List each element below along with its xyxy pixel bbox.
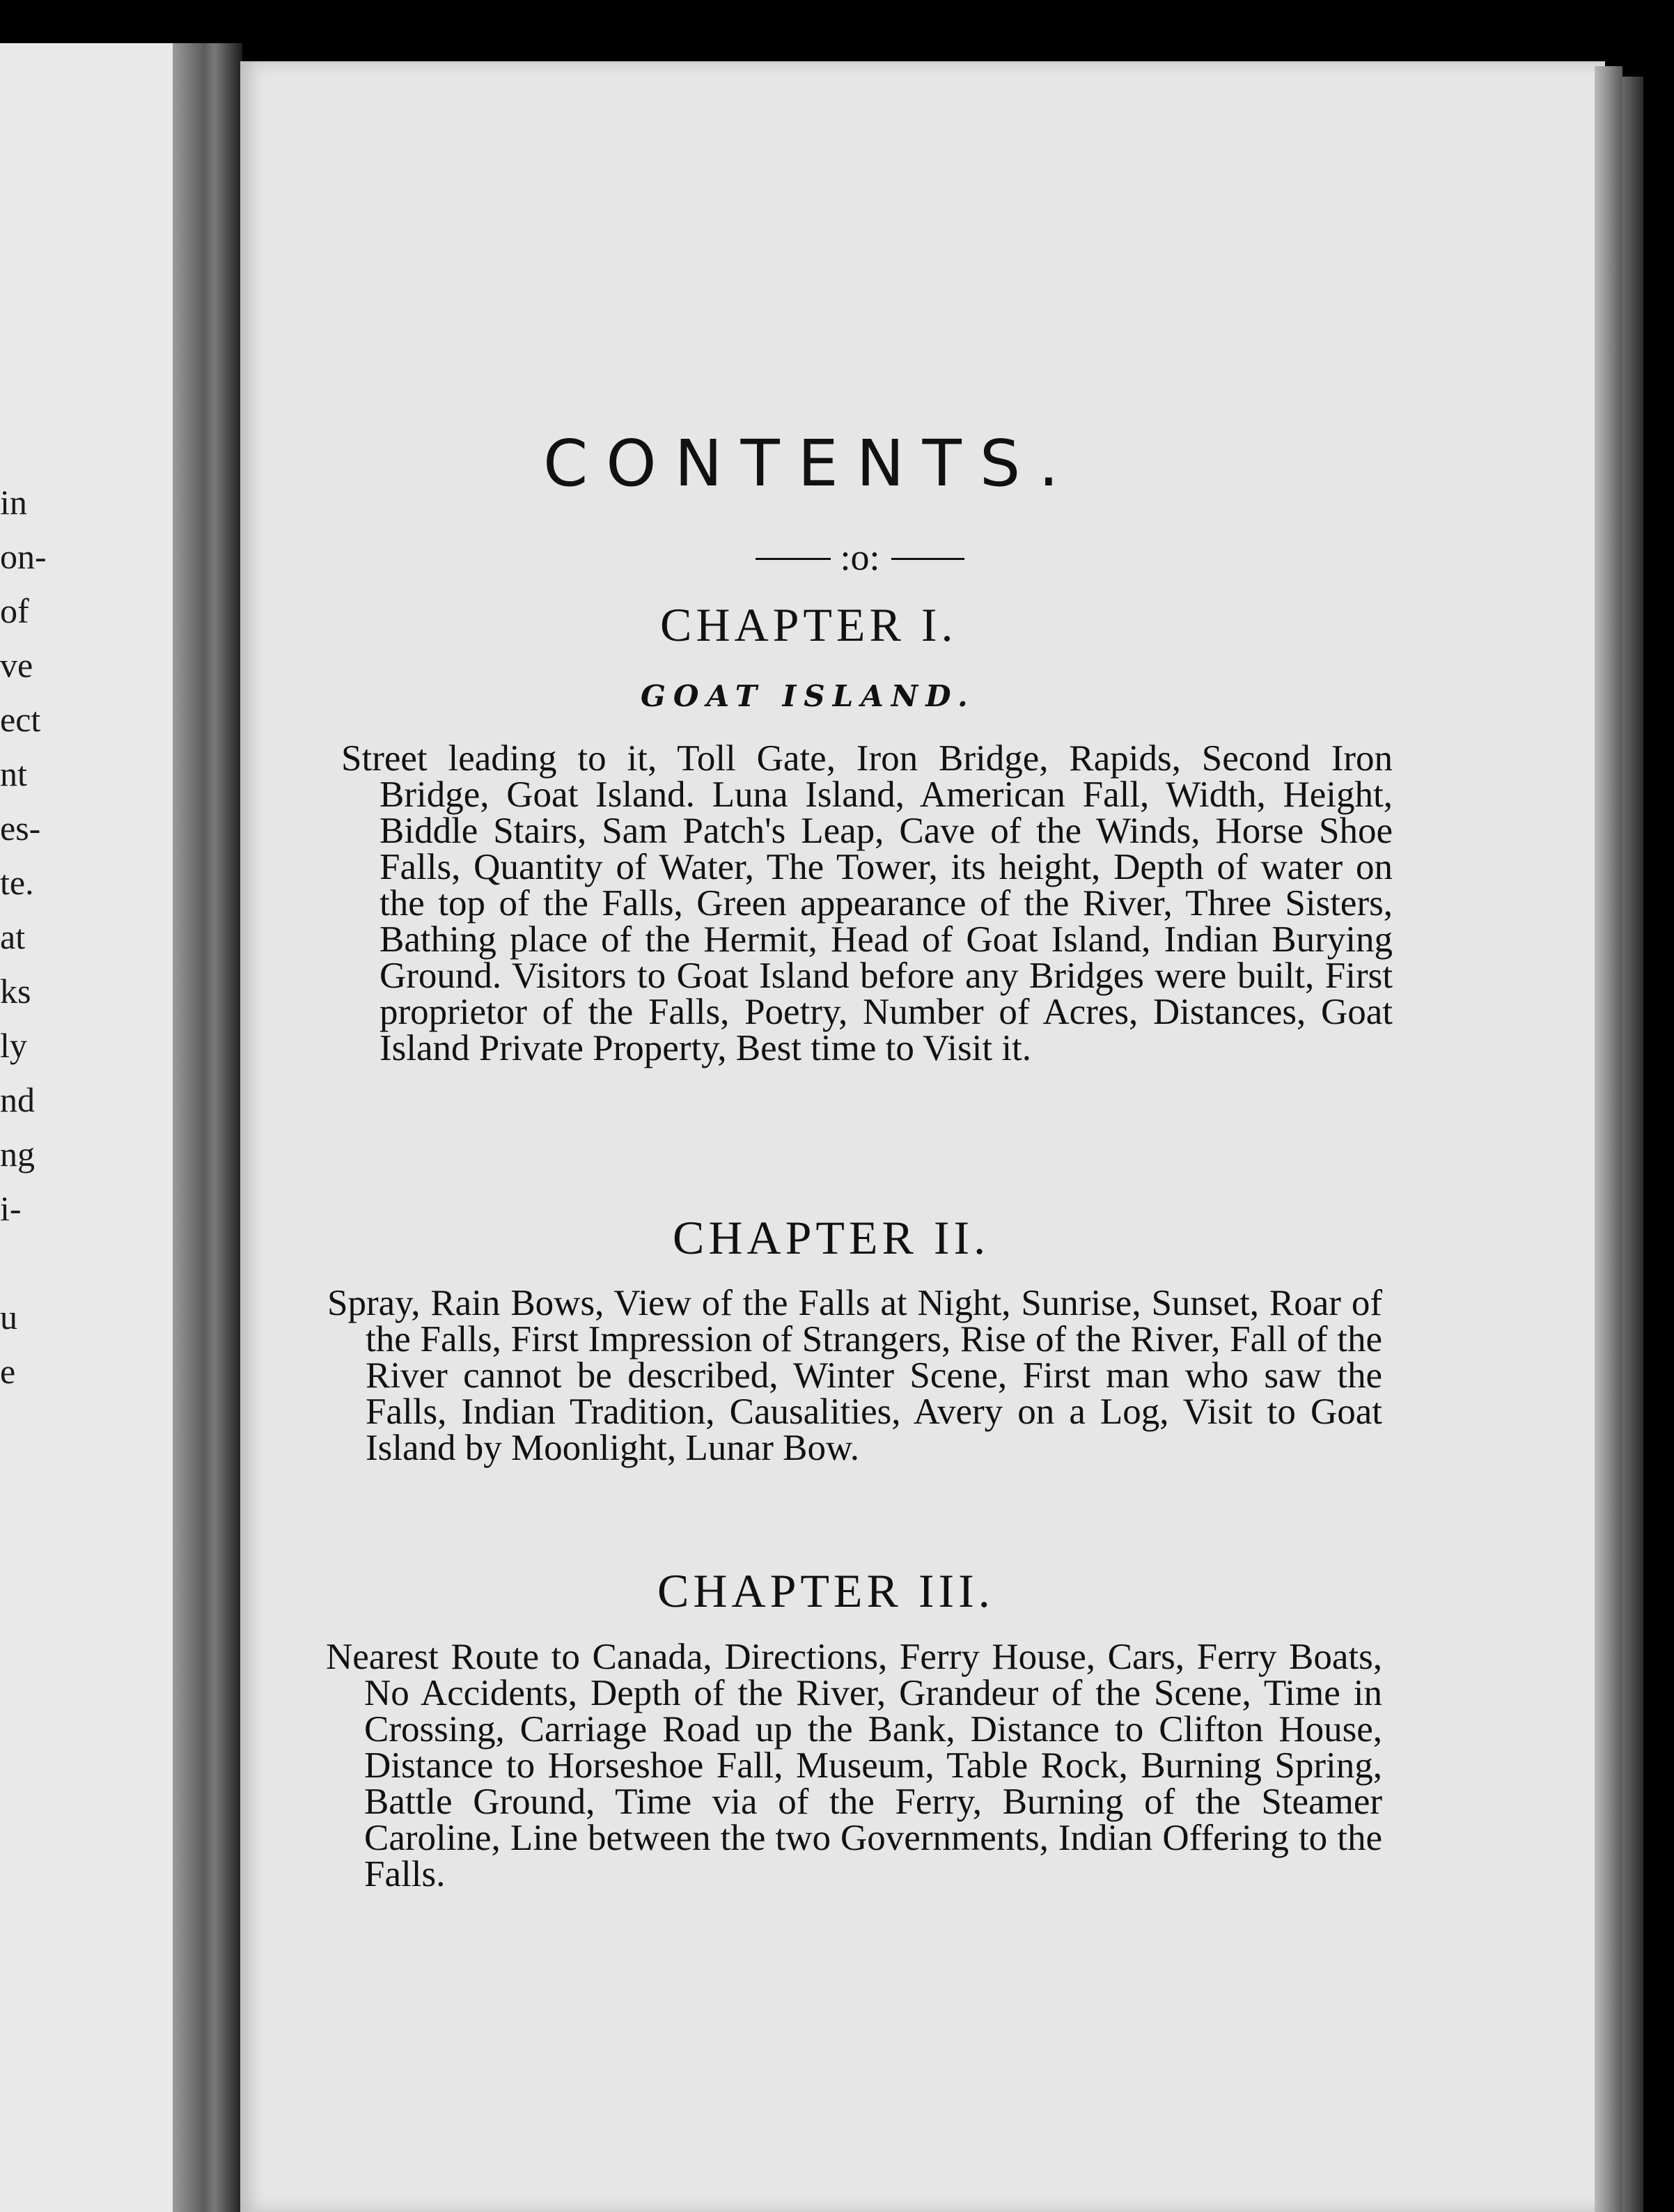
- chapter-1-heading: CHAPTER I.: [660, 598, 957, 651]
- chapter-1-summary: Street leading to it, Toll Gate, Iron Bridge, Rapids, Second Iron Bridge, Goat Island. Luna Island, American Fall, Width, Height, Biddle Stairs, Sam Patch's Leap, Cave of the Winds, Horse Shoe Falls, Quantity of Water, The Tower, its height, Depth of water on the top of the Falls, Green appearance of the River, Three Sisters, Bathing place of the Hermit, Head of Goat Island, Indian Burying Ground. Visitors to Goat Island before any Bridges were built, First proprietor of the Falls, Poetry, Number of Acres, Distances, Goat Island Private Property, Best time to Visit it.: [341, 738, 1393, 1068]
- previous-page-line-ending: on-: [0, 537, 47, 576]
- previous-page-line-ending: es-: [0, 809, 41, 848]
- title-divider: [756, 536, 964, 578]
- divider-rule-right: [891, 558, 964, 560]
- previous-page-line-ending: of: [0, 591, 29, 630]
- previous-page-line-ending: e: [0, 1352, 16, 1391]
- previous-page-line-ending: at: [0, 917, 26, 956]
- previous-page-line-ending: ly: [0, 1026, 27, 1065]
- previous-page-line-ending: ect: [0, 700, 41, 739]
- previous-page-line-ending: nd: [0, 1080, 35, 1119]
- previous-page-line-ending: te.: [0, 863, 34, 902]
- previous-page-line-ending: ks: [0, 972, 31, 1011]
- page-title: CONTENTS.: [543, 426, 1077, 501]
- chapter-1-subtitle: GOAT ISLAND.: [641, 679, 976, 713]
- chapter-3-heading: CHAPTER III.: [657, 1564, 994, 1617]
- chapter-2-summary: Spray, Rain Bows, View of the Falls at Night, Sunrise, Sunset, Roar of the Falls, First Impression of Strangers, Rise of the River, Fall of the River cannot be described, Winter Scene, First man who saw the Falls, Indian Tradition, Causalities, Avery on a Log, Visit to Goat Island by Moonlight, Lunar Bow.: [327, 1283, 1382, 1468]
- previous-page-line-ending: u: [0, 1298, 17, 1337]
- divider-rule-left: [756, 558, 831, 560]
- previous-page-line-ending: ve: [0, 646, 33, 685]
- divider-ornament: :o:: [840, 536, 880, 578]
- chapter-2-heading: CHAPTER II.: [673, 1211, 990, 1264]
- previous-page-line-ending: ng: [0, 1135, 35, 1174]
- chapter-3-summary: Nearest Route to Canada, Directions, Ferry House, Cars, Ferry Boats, No Accidents, Depth of the River, Grandeur of the Scene, Time in Crossing, Carriage Road up the Bank, Distance to Clifton House, Distance to Horseshoe Fall, Museum, Table Rock, Burning Spring, Battle Ground, Time via of the Ferry, Burning of the Steamer Caroline, Line between the two Governments, Indian Offering to the Falls.: [326, 1637, 1382, 1894]
- previous-page-line-ending: in: [0, 483, 27, 522]
- previous-page-line-ending: nt: [0, 754, 27, 793]
- previous-page-line-ending: i-: [0, 1189, 22, 1228]
